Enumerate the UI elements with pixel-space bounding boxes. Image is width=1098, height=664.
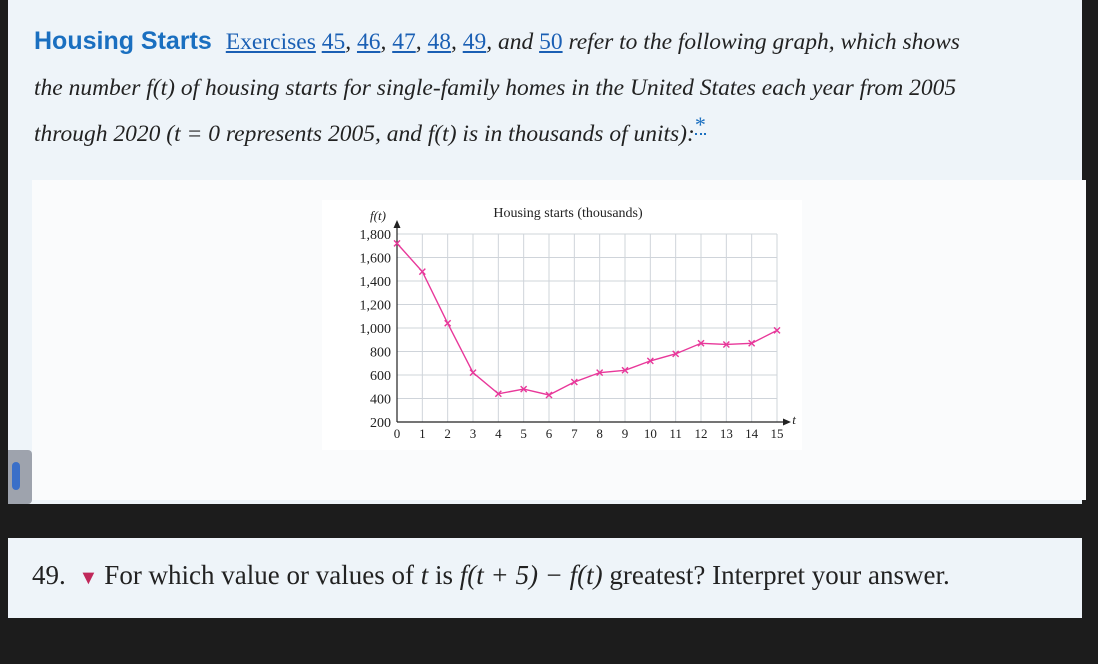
side-panel-tab[interactable]	[8, 450, 32, 504]
math-t: t	[420, 560, 429, 590]
x-tick-label: 7	[571, 426, 578, 441]
y-tick-label: 1,200	[359, 298, 391, 314]
exercise-link-50[interactable]: 50	[539, 29, 563, 55]
intro-text: is in thousands of units):	[456, 121, 695, 147]
question-49	[32, 560, 950, 591]
x-tick-label: 1	[419, 426, 426, 441]
math-expression: f(t + 5) − f(t)	[459, 560, 603, 590]
question-panel	[8, 538, 1082, 618]
exercise-link-49[interactable]: 49	[462, 29, 487, 55]
side-tab-marker	[12, 462, 20, 490]
exercise-link-45[interactable]: 45	[321, 29, 346, 55]
x-tick-label: 3	[469, 426, 477, 441]
chart-background	[322, 200, 802, 450]
intro-text: through 2020 (	[34, 121, 175, 147]
intro-text: represents 2005, and	[220, 121, 428, 147]
y-tick-label: 1,400	[359, 275, 391, 290]
x-tick-label: 0	[393, 426, 401, 441]
x-tick-label: 12	[694, 426, 708, 441]
question-text: For which value or values of	[104, 560, 421, 590]
y-tick-label: 400	[370, 392, 391, 408]
question-text: greatest? Interpret your answer.	[602, 560, 950, 590]
x-tick-label: 13	[719, 426, 733, 441]
math-f-t: f(t)	[427, 121, 457, 147]
x-tick-label: 10	[643, 426, 657, 441]
math-f-t: f(t)	[146, 75, 175, 101]
housing-starts-chart	[322, 200, 802, 450]
x-tick-label: 6	[545, 426, 553, 441]
y-tick-label: 1,000	[359, 322, 391, 337]
chart-title: Housing starts (thousands)	[493, 206, 643, 221]
separator: ,	[450, 29, 463, 55]
y-tick-label: 200	[370, 416, 391, 431]
star-icon[interactable]: *	[694, 112, 706, 137]
x-tick-label: 9	[621, 426, 629, 441]
y-tick-label: 600	[370, 369, 391, 384]
x-tick-label: 5	[520, 426, 527, 441]
math-t-zero: t = 0	[174, 121, 221, 147]
exercise-link-48[interactable]: 48	[427, 29, 451, 55]
x-tick-label: 11	[669, 426, 682, 441]
x-tick-label: 14	[745, 426, 759, 441]
y-tick-label: 1,600	[359, 251, 391, 267]
triangle-down-icon[interactable]: ▼	[78, 567, 99, 589]
chart-container	[32, 180, 1086, 500]
exercise-link-47[interactable]: 47	[392, 29, 416, 55]
x-axis-label: t	[792, 412, 796, 427]
x-tick-label: 15	[770, 426, 784, 441]
y-tick-label: 1,800	[359, 228, 391, 243]
question-number: 49.	[32, 560, 66, 590]
x-tick-label: 2	[444, 426, 451, 441]
question-text: is	[428, 560, 460, 590]
exercise-panel	[8, 0, 1082, 504]
separator: ,	[380, 29, 393, 55]
y-tick-label: 800	[370, 345, 391, 361]
intro-text: refer to the following graph, which shows	[562, 29, 960, 55]
separator: ,	[415, 29, 428, 55]
exercise-intro	[34, 18, 1084, 157]
separator: , and	[486, 29, 540, 55]
exercise-link-46[interactable]: 46	[356, 29, 381, 55]
y-axis-label: f(t)	[370, 208, 386, 223]
intro-text: the number	[34, 75, 147, 101]
separator: ,	[345, 29, 357, 55]
section-heading: Housing Starts	[34, 27, 212, 55]
exercises-link[interactable]: Exercises	[225, 29, 316, 55]
intro-text: of housing starts for single-family homes in the United States each year from 2005	[174, 75, 957, 101]
x-tick-label: 8	[596, 426, 603, 441]
x-tick-label: 4	[495, 426, 502, 441]
